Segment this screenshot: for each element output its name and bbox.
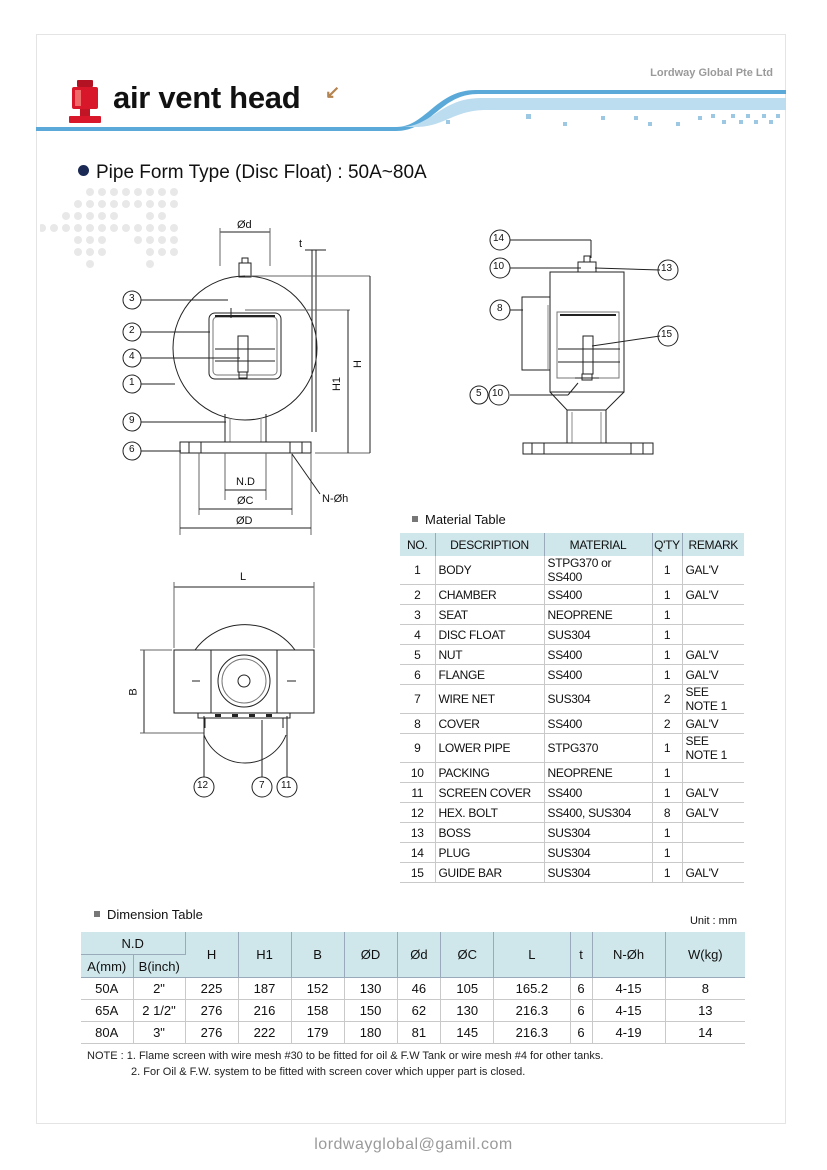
table-cell: SUS304 bbox=[544, 685, 652, 714]
unit-note: Unit : mm bbox=[689, 915, 737, 927]
dimension-table-label-text: Dimension Table bbox=[107, 907, 203, 922]
nd-subheader-cell: A(mm) bbox=[81, 955, 133, 978]
table-cell: STPG370 bbox=[544, 734, 652, 763]
label-nd: N.D bbox=[236, 476, 255, 488]
page-title: air vent head bbox=[113, 80, 301, 115]
table-cell: 105 bbox=[441, 978, 494, 1000]
square-bullet-icon bbox=[94, 911, 100, 917]
table-cell: 187 bbox=[238, 978, 291, 1000]
table-cell bbox=[682, 605, 744, 625]
label-big-d: ØD bbox=[236, 515, 253, 527]
table-cell: 8 bbox=[652, 803, 682, 823]
table-cell: SCREEN COVER bbox=[435, 783, 544, 803]
table-cell: 4-19 bbox=[592, 1022, 665, 1044]
table-cell: 1 bbox=[400, 556, 435, 585]
table-cell: 225 bbox=[185, 978, 238, 1000]
table-row bbox=[400, 585, 744, 605]
table-cell: 3" bbox=[133, 1022, 185, 1044]
table-cell: 80A bbox=[81, 1022, 133, 1044]
table-cell: 10 bbox=[400, 763, 435, 783]
table-cell: 216.3 bbox=[494, 1000, 570, 1022]
square-bullet-icon bbox=[412, 516, 418, 522]
table-cell: 6 bbox=[570, 1000, 592, 1022]
arrow-icon: ↙ bbox=[325, 82, 341, 102]
table-cell: 62 bbox=[397, 1000, 441, 1022]
nd-group-header: N.D bbox=[81, 932, 185, 955]
table-cell: SUS304 bbox=[544, 625, 652, 645]
callout-15: 15 bbox=[661, 329, 673, 340]
material-header-cell: NO. bbox=[400, 533, 435, 556]
table-cell: 1 bbox=[652, 585, 682, 605]
table-cell: 152 bbox=[291, 978, 344, 1000]
table-cell: NEOPRENE bbox=[544, 605, 652, 625]
label-nh: N-Øh bbox=[322, 493, 349, 505]
table-cell bbox=[682, 625, 744, 645]
table-cell: 4-15 bbox=[592, 978, 665, 1000]
table-cell: 145 bbox=[441, 1022, 494, 1044]
table-cell: 1 bbox=[652, 556, 682, 585]
table-cell: 165.2 bbox=[494, 978, 570, 1000]
table-cell: SUS304 bbox=[544, 863, 652, 883]
material-header-cell: REMARK bbox=[682, 533, 744, 556]
table-cell: GAL'V bbox=[682, 714, 744, 734]
callout-4: 4 bbox=[129, 351, 135, 362]
table-cell: SUS304 bbox=[544, 843, 652, 863]
table-cell: 14 bbox=[665, 1022, 745, 1044]
table-cell: SS400 bbox=[544, 783, 652, 803]
table-row bbox=[400, 665, 744, 685]
table-cell: 150 bbox=[344, 1000, 397, 1022]
table-cell: 130 bbox=[441, 1000, 494, 1022]
dimension-header-cell: W(kg) bbox=[665, 932, 745, 978]
table-cell: 1 bbox=[652, 665, 682, 685]
table-cell: 3 bbox=[400, 605, 435, 625]
table-cell: GAL'V bbox=[682, 556, 744, 585]
table-cell: DISC FLOAT bbox=[435, 625, 544, 645]
table-row bbox=[400, 783, 744, 803]
callout-3: 3 bbox=[129, 293, 135, 304]
table-cell: 1 bbox=[652, 734, 682, 763]
table-cell: 6 bbox=[570, 1022, 592, 1044]
table-cell: GAL'V bbox=[682, 645, 744, 665]
label-c: ØC bbox=[237, 495, 254, 507]
table-cell: 12 bbox=[400, 803, 435, 823]
table-cell: 179 bbox=[291, 1022, 344, 1044]
callout-7: 7 bbox=[259, 780, 265, 791]
table-row bbox=[400, 625, 744, 645]
table-row bbox=[81, 1022, 745, 1044]
callout-12: 12 bbox=[197, 780, 209, 791]
table-cell: GUIDE BAR bbox=[435, 863, 544, 883]
dimension-header-cell: t bbox=[570, 932, 592, 978]
table-row bbox=[81, 1000, 745, 1022]
table-cell: 2 bbox=[400, 585, 435, 605]
table-row bbox=[400, 734, 744, 763]
table-cell: FLANGE bbox=[435, 665, 544, 685]
table-cell: STPG370 or SS400 bbox=[544, 556, 652, 585]
table-cell bbox=[682, 763, 744, 783]
table-row bbox=[400, 763, 744, 783]
table-row bbox=[81, 978, 745, 1000]
table-cell: 46 bbox=[397, 978, 441, 1000]
table-cell: NEOPRENE bbox=[544, 763, 652, 783]
table-cell: GAL'V bbox=[682, 585, 744, 605]
table-cell: 15 bbox=[400, 863, 435, 883]
table-cell bbox=[682, 843, 744, 863]
label-t: t bbox=[299, 238, 303, 250]
table-cell: 1 bbox=[652, 605, 682, 625]
table-cell: SUS304 bbox=[544, 823, 652, 843]
dimension-header-cell: N-Øh bbox=[592, 932, 665, 978]
table-cell: GAL'V bbox=[682, 803, 744, 823]
table-row bbox=[400, 645, 744, 665]
table-cell: 8 bbox=[400, 714, 435, 734]
table-row bbox=[400, 605, 744, 625]
table-cell: 1 bbox=[652, 625, 682, 645]
callout-14: 14 bbox=[493, 233, 505, 244]
callout-11: 11 bbox=[281, 780, 292, 791]
table-cell: 2 bbox=[652, 685, 682, 714]
company-name: Lordway Global Pte Ltd bbox=[650, 67, 773, 79]
table-cell: COVER bbox=[435, 714, 544, 734]
note-row-2 bbox=[87, 1064, 603, 1080]
table-row bbox=[400, 803, 744, 823]
table-row bbox=[400, 685, 744, 714]
table-cell: SS400 bbox=[544, 714, 652, 734]
dimension-header-cell: ØD bbox=[344, 932, 397, 978]
table-cell: 13 bbox=[665, 1000, 745, 1022]
table-cell: 216.3 bbox=[494, 1022, 570, 1044]
material-header-cell: DESCRIPTION bbox=[435, 533, 544, 556]
table-cell: 1 bbox=[652, 843, 682, 863]
dimension-header-cell: Ød bbox=[397, 932, 441, 978]
label-b: B bbox=[127, 688, 140, 696]
table-cell: 1 bbox=[652, 783, 682, 803]
table-cell: PACKING bbox=[435, 763, 544, 783]
label-h: H bbox=[351, 360, 364, 368]
material-table-label bbox=[412, 512, 506, 527]
table-row bbox=[400, 823, 744, 843]
table-cell: 2" bbox=[133, 978, 185, 1000]
table-cell: 1 bbox=[652, 823, 682, 843]
callout-10-bottom: 10 bbox=[492, 388, 504, 399]
label-small-d: Ød bbox=[237, 219, 252, 231]
table-cell: GAL'V bbox=[682, 863, 744, 883]
table-cell: GAL'V bbox=[682, 783, 744, 803]
table-cell: 1 bbox=[652, 645, 682, 665]
notes bbox=[87, 1048, 603, 1080]
table-cell: SEE NOTE 1 bbox=[682, 685, 744, 714]
callout-2: 2 bbox=[129, 325, 135, 336]
table-cell: PLUG bbox=[435, 843, 544, 863]
callout-5: 5 bbox=[476, 388, 482, 399]
table-row bbox=[400, 714, 744, 734]
table-cell: SEE NOTE 1 bbox=[682, 734, 744, 763]
table-cell: 222 bbox=[238, 1022, 291, 1044]
callout-9: 9 bbox=[129, 415, 135, 426]
table-cell: WIRE NET bbox=[435, 685, 544, 714]
table-cell: 9 bbox=[400, 734, 435, 763]
dimension-table bbox=[81, 932, 745, 1044]
table-row bbox=[400, 863, 744, 883]
table-cell: 5 bbox=[400, 645, 435, 665]
table-cell: SS400, SUS304 bbox=[544, 803, 652, 823]
table-cell: NUT bbox=[435, 645, 544, 665]
table-cell: 50A bbox=[81, 978, 133, 1000]
table-cell: 4 bbox=[400, 625, 435, 645]
table-cell: BODY bbox=[435, 556, 544, 585]
table-row bbox=[400, 843, 744, 863]
note-2: 2. For Oil & F.W. system to be fitted with screen cover which upper part is closed. bbox=[131, 1066, 526, 1078]
table-row bbox=[400, 556, 744, 585]
footer-email: lordwayglobal@gamil.com bbox=[314, 1136, 513, 1153]
callout-6: 6 bbox=[129, 444, 135, 455]
dimension-header-cell: L bbox=[494, 932, 570, 978]
table-cell: 2 bbox=[652, 714, 682, 734]
table-cell: 216 bbox=[238, 1000, 291, 1022]
table-cell: 276 bbox=[185, 1022, 238, 1044]
table-cell: 65A bbox=[81, 1000, 133, 1022]
callout-10-top: 10 bbox=[493, 261, 505, 272]
table-cell: 13 bbox=[400, 823, 435, 843]
table-cell: 6 bbox=[570, 978, 592, 1000]
note-1: 1. Flame screen with wire mesh #30 to be fitted for oil & F.W Tank or wire mesh #4 for other tanks. bbox=[126, 1050, 604, 1062]
nd-subheader-cell: B(inch) bbox=[133, 955, 185, 978]
dimension-header-cell: H1 bbox=[238, 932, 291, 978]
note-prefix: NOTE : bbox=[87, 1050, 124, 1062]
table-cell bbox=[682, 823, 744, 843]
material-table-label-text: Material Table bbox=[425, 512, 506, 527]
table-cell: SS400 bbox=[544, 645, 652, 665]
table-cell: 8 bbox=[665, 978, 745, 1000]
callout-8: 8 bbox=[497, 303, 503, 314]
dimension-header-cell: B bbox=[291, 932, 344, 978]
material-header-cell: Q'TY bbox=[652, 533, 682, 556]
note-row-1 bbox=[87, 1048, 603, 1064]
callout-1: 1 bbox=[129, 377, 135, 388]
table-cell: SS400 bbox=[544, 665, 652, 685]
table-cell: SS400 bbox=[544, 585, 652, 605]
table-cell: GAL'V bbox=[682, 665, 744, 685]
subtitle-text: Pipe Form Type (Disc Float) : 50A~80A bbox=[96, 162, 427, 183]
dimension-header-cell: H bbox=[185, 932, 238, 978]
dimension-header-cell: ØC bbox=[441, 932, 494, 978]
table-cell: SEAT bbox=[435, 605, 544, 625]
table-cell: LOWER PIPE bbox=[435, 734, 544, 763]
table-cell: HEX. BOLT bbox=[435, 803, 544, 823]
material-table bbox=[400, 533, 744, 883]
label-l: L bbox=[240, 571, 247, 583]
table-cell: 81 bbox=[397, 1022, 441, 1044]
table-cell: 11 bbox=[400, 783, 435, 803]
dimension-header-row bbox=[81, 932, 745, 955]
table-cell: 180 bbox=[344, 1022, 397, 1044]
table-cell: 1 bbox=[652, 863, 682, 883]
material-header-cell: MATERIAL bbox=[544, 533, 652, 556]
table-cell: 14 bbox=[400, 843, 435, 863]
table-cell: 158 bbox=[291, 1000, 344, 1022]
callout-13: 13 bbox=[661, 263, 673, 274]
dimension-table-label bbox=[94, 907, 203, 922]
table-cell: CHAMBER bbox=[435, 585, 544, 605]
table-cell: 7 bbox=[400, 685, 435, 714]
table-cell: 276 bbox=[185, 1000, 238, 1022]
material-table-header bbox=[400, 533, 744, 556]
table-cell: BOSS bbox=[435, 823, 544, 843]
table-cell: 6 bbox=[400, 665, 435, 685]
table-cell: 1 bbox=[652, 763, 682, 783]
table-cell: 2 1/2" bbox=[133, 1000, 185, 1022]
table-cell: 4-15 bbox=[592, 1000, 665, 1022]
table-cell: 130 bbox=[344, 978, 397, 1000]
label-h1: H1 bbox=[331, 376, 344, 392]
